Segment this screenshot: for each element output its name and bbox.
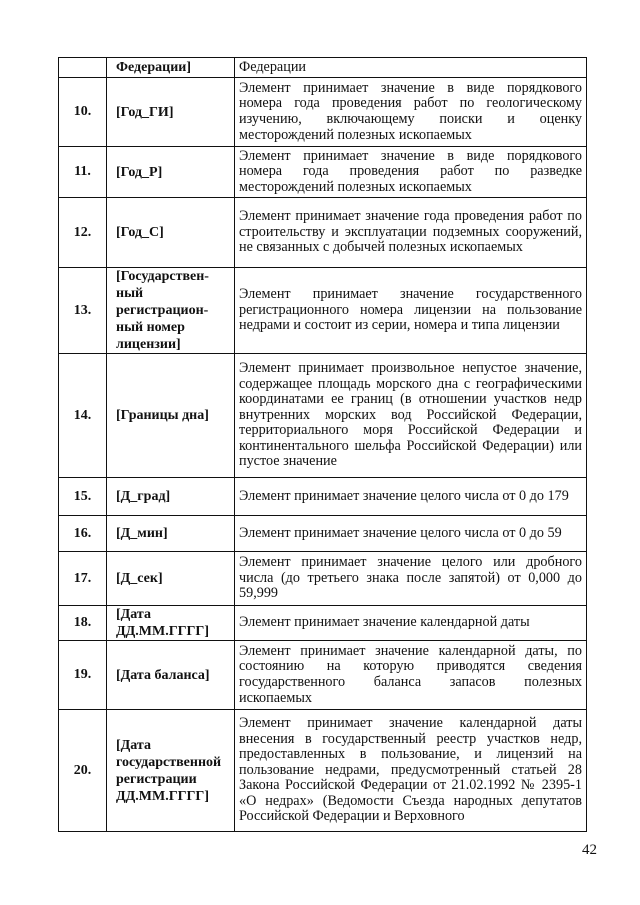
table-row xyxy=(59,147,587,198)
element-name: Федерации] xyxy=(107,58,235,78)
row-number: 16. xyxy=(59,516,107,552)
element-name: [Государствен-ный регистрацион-ный номер лицензии] xyxy=(107,268,235,354)
element-name: [Год_Р] xyxy=(107,147,235,198)
table-row xyxy=(59,641,587,710)
table-row xyxy=(59,354,587,478)
element-name: [Год_С] xyxy=(107,198,235,268)
table-row xyxy=(59,268,587,354)
definitions-table xyxy=(58,57,587,832)
row-number: 14. xyxy=(59,354,107,478)
table-row xyxy=(59,198,587,268)
row-number: 20. xyxy=(59,710,107,832)
element-description: Элемент принимает значение в виде порядкового номера года проведения работ по геологическому изучению, включающему поиски и оценку месторождений полезных ископаемых xyxy=(235,78,587,147)
element-name: [Дата баланса] xyxy=(107,641,235,710)
row-number: 11. xyxy=(59,147,107,198)
element-name: [Д_мин] xyxy=(107,516,235,552)
element-description: Элемент принимает произвольное непустое значение, содержащее площадь морского дна с географическими координатами ее границ (в отношении участков недр внутренних морских вод Российской Федерации, территориального моря Российской Федерации и континентального шельфа Российской Федерации) или пустое значение xyxy=(235,354,587,478)
row-number: 13. xyxy=(59,268,107,354)
row-number: 12. xyxy=(59,198,107,268)
element-description: Элемент принимает значение государственного регистрационного номера лицензии на пользование недрами и состоит из серии, номера и типа лицензии xyxy=(235,268,587,354)
table-row xyxy=(59,78,587,147)
row-number: 19. xyxy=(59,641,107,710)
element-name: [Дата государственной регистрации ДД.ММ.ГГГГ] xyxy=(107,710,235,832)
element-name: [Границы дна] xyxy=(107,354,235,478)
element-description: Элемент принимает значение целого числа от 0 до 59 xyxy=(235,516,587,552)
table-row xyxy=(59,710,587,832)
element-description: Элемент принимает значение целого числа от 0 до 179 xyxy=(235,478,587,516)
row-number: 10. xyxy=(59,78,107,147)
row-number xyxy=(59,58,107,78)
element-description: Элемент принимает значение календарной даты, по состоянию на которую приводятся сведения государственного баланса запасов полезных ископаемых xyxy=(235,641,587,710)
element-description: Элемент принимает значение года проведения работ по строительству и эксплуатации подземных сооружений, не связанных с добычей полезных ископаемых xyxy=(235,198,587,268)
page-number: 42 xyxy=(582,842,597,858)
table-row xyxy=(59,58,587,78)
element-name: [Д_град] xyxy=(107,478,235,516)
element-description: Элемент принимает значение целого или дробного числа (до третьего знака после запятой) от 0,000 до 59,999 xyxy=(235,552,587,606)
element-name: [Год_ГИ] xyxy=(107,78,235,147)
row-number: 18. xyxy=(59,606,107,641)
table-row xyxy=(59,516,587,552)
row-number: 17. xyxy=(59,552,107,606)
element-description: Элемент принимает значение календарной даты xyxy=(235,606,587,641)
element-name: [Дата ДД.ММ.ГГГГ] xyxy=(107,606,235,641)
table-row xyxy=(59,552,587,606)
row-number: 15. xyxy=(59,478,107,516)
table-row xyxy=(59,606,587,641)
element-name: [Д_сек] xyxy=(107,552,235,606)
table-row xyxy=(59,478,587,516)
element-description: Элемент принимает значение в виде порядкового номера года проведения работ по разведке месторождений полезных ископаемых xyxy=(235,147,587,198)
element-description: Элемент принимает значение календарной даты внесения в государственный реестр участков недр, предоставленных в пользование, и лицензий на пользование недрами, предусмотренный статьей 28 Закона Российской Федерации от 21.02.1992 № 2395-1 «О недрах» (Ведомости Съезда народных депутатов Российской Федерации и Верховного xyxy=(235,710,587,832)
element-description: Федерации xyxy=(235,58,587,78)
